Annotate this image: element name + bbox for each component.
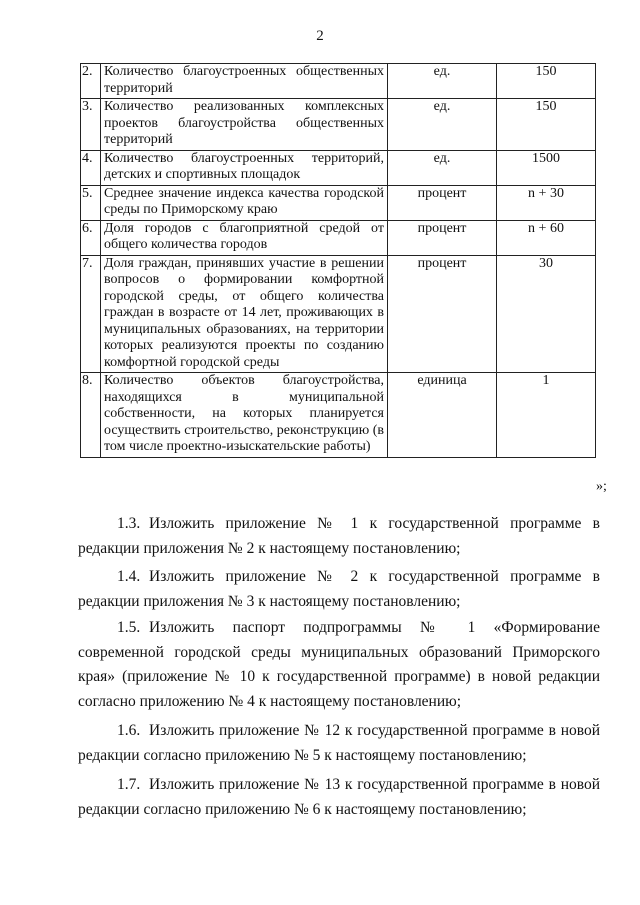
table-row [81,64,596,99]
paragraph-number: 1.6. [117,722,141,739]
table-row [81,220,596,255]
paragraph-number: 1.5. [117,619,141,636]
table-row [81,185,596,220]
paragraph-1-6 [78,719,600,768]
row-number: 7. [81,255,101,373]
indicators-table [80,63,596,458]
row-number: 6. [81,220,101,255]
row-number: 8. [81,373,101,458]
paragraph-1-3 [78,512,600,561]
indicator-unit: процент [388,220,497,255]
indicator-unit: ед. [388,99,497,151]
paragraph-number: 1.3. [117,515,141,532]
row-number: 4. [81,150,101,185]
paragraph-number: 1.4. [117,568,141,585]
paragraph-1-4 [78,565,600,614]
table-row [81,255,596,373]
paragraph-number: 1.7. [117,776,141,793]
indicator-name: Среднее значение индекса качества городской среды по Приморскому краю [101,185,388,220]
indicator-value: n + 60 [497,220,596,255]
indicator-unit: ед. [388,150,497,185]
indicator-name: Количество благоустроенных территорий, детских и спортивных площадок [101,150,388,185]
indicator-name: Количество благоустроенных общественных территорий [101,64,388,99]
paragraph-text: Изложить приложение № 1 к государственной программе в редакции приложения № 2 к настоящему постановлению; [78,515,600,557]
indicator-unit: процент [388,185,497,220]
indicator-value: 30 [497,255,596,373]
paragraph-1-5 [78,616,600,714]
indicator-name: Количество реализованных комплексных проектов благоустройства общественных территорий [101,99,388,151]
paragraph-text: Изложить приложение № 13 к государственной программе в новой редакции согласно приложению № 6 к настоящему постановлению; [78,776,600,818]
row-number: 5. [81,185,101,220]
indicator-value: 150 [497,64,596,99]
table-row [81,99,596,151]
row-number: 2. [81,64,101,99]
indicator-unit: ед. [388,64,497,99]
paragraph-text: Изложить приложение № 12 к государственной программе в новой редакции согласно приложению № 5 к настоящему постановлению; [78,722,600,764]
page-number: 2 [316,28,324,44]
indicator-unit: процент [388,255,497,373]
indicator-value: 1 [497,373,596,458]
indicator-unit: единица [388,373,497,458]
paragraph-text: Изложить паспорт подпрограммы № 1 «Формирование современной городской среды муниципальных образований Приморского края» (приложение № 10 к государственной программе) в новой редакции согласно приложению № 4 к настоящему постановлению; [78,619,600,710]
indicator-value: n + 30 [497,185,596,220]
table-closing-quote: »; [596,479,607,494]
indicator-name: Количество объектов благоустройства, находящихся в муниципальной собственности, на которых планируется осуществить строительство, реконструкцию (в том числе проектно-изыскательские работы) [101,373,388,458]
table-row [81,373,596,458]
indicator-value: 150 [497,99,596,151]
paragraph-text: Изложить приложение № 2 к государственной программе в редакции приложения № 3 к настоящему постановлению; [78,568,600,610]
indicator-value: 1500 [497,150,596,185]
row-number: 3. [81,99,101,151]
table-row [81,150,596,185]
indicator-name: Доля граждан, принявших участие в решении вопросов о формировании комфортной городской среды, от общего количества граждан в возрасте от 14 лет, проживающих в муниципальных образованиях, на территории которых реализуются проекты по созданию комфортной городской среды [101,255,388,373]
indicator-name: Доля городов с благоприятной средой от общего количества городов [101,220,388,255]
paragraph-1-7 [78,773,600,822]
